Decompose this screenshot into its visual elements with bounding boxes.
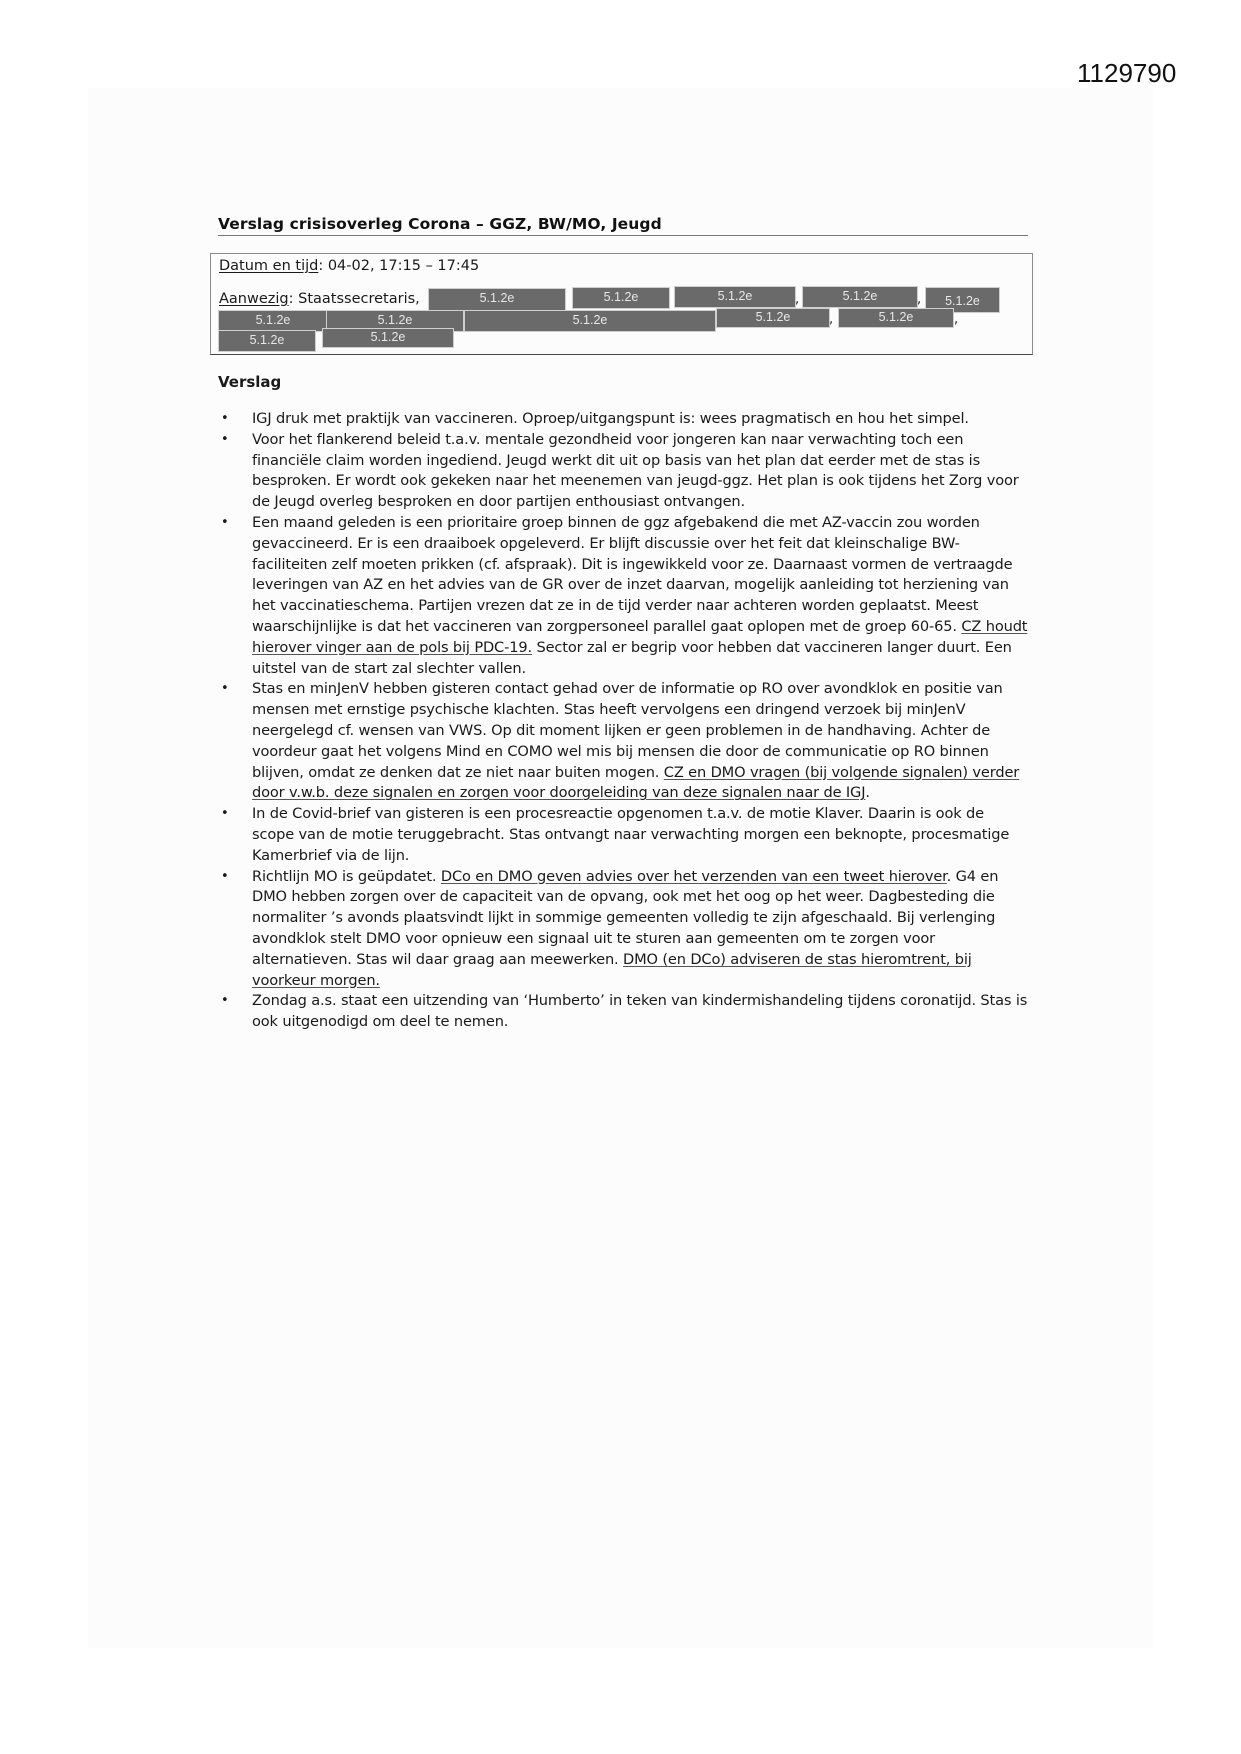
redaction-block: 5.1.2e: [327, 311, 463, 331]
report-item: [218, 409, 1028, 430]
report-item-text: Sector zal er begrip voor hebben dat vaccineren langer duurt. Een uitstel van de start zal slechter vallen.: [252, 638, 1012, 677]
action-point-text: DCo en DMO geven advies over het verzenden van een tweet hierover: [440, 867, 947, 885]
redaction-block: 5.1.2e: [926, 288, 999, 312]
redaction-block: 5.1.2e: [839, 309, 953, 327]
document-number: 1129790: [1077, 58, 1177, 88]
report-item: [218, 804, 1028, 866]
separator-comma: ,: [917, 292, 922, 307]
report-item-text: Stas en minJenV hebben gisteren contact gehad over de informatie op RO over avondklok en positie van mensen met ernstige psychische klachten. Stas heeft vervolgens een dringend verzoek bij minJenV neergelegd cf. wensen van VWS. Op dit moment lijken er geen problemen in de handhaving. Achter de voordeur gaat het volgens Mind en COMO wel mis bij mensen die door de communicatie op RO binnen blijven, omdat ze denken dat ze niet naar buiten mogen.: [252, 680, 1003, 781]
report-item-text: Een maand geleden is een prioritaire groep binnen de ggz afgebakend die met AZ-vaccin zou worden gevaccineerd. Er is een draaiboek opgeleverd. Er blijft discussie over het feit dat kleinschalige BW-faciliteiten zelf moeten prikken (cf. afspraak). Dit is ingewikkeld voor ze. Daarnaast vormen de vertraagde leveringen van AZ en het advies van de GR over de inzet daarvan, mogelijk aanleiding tot herziening van het vaccinatieschema. Partijen vrezen dat ze in de tijd verder naar achteren worden geplaatst. Meest waarschijnlijke is dat het vaccineren van zorgpersoneel parallel gaat oplopen met de groep 60-65.: [252, 513, 1013, 635]
redaction-block: 5.1.2e: [219, 331, 315, 351]
report-item-text: Voor het flankerend beleid t.a.v. mentale gezondheid voor jongeren kan naar verwachting toch een financiële claim worden ingediend. Jeugd werkt dit uit op basis van het plan dat eerder met de stas is besproken. Er wordt ook gekeken naar het meenemen van jeugd-ggz. Het plan is ook tijdens het Zorg voor de Jeugd overleg besproken en door partijen enthousiast ontvangen.: [252, 430, 1019, 511]
report-item-text: . G4 en DMO hebben zorgen over de capaciteit van de opvang, ook met het oog op het weer. Dagbesteding die normaliter ’s avonds plaatsvindt lijkt in sommige gemeenten volledig te zijn afgeschaald. Bij verlenging avondklok stelt DMO voor opnieuw een signaal uit te sturen aan gemeenten om te zorgen voor alternatieven. Stas wil daar graag aan meewerken.: [252, 867, 999, 968]
report-item-text: IGJ druk met praktijk van vaccineren. Oproep/uitgangspunt is: wees pragmatisch en hou het simpel.: [252, 410, 969, 427]
separator-comma: ,: [795, 292, 800, 307]
report-list: [218, 409, 1028, 1033]
redaction-block: 5.1.2e: [429, 289, 565, 311]
redaction-block: 5.1.2e: [675, 287, 795, 307]
action-point-text: DMO (en DCo) adviseren de stas hieromtrent, bij voorkeur morgen.: [252, 950, 972, 989]
attendees-label: Aanwezig: [219, 291, 289, 307]
report-item-text: In de Covid-brief van gisteren is een procesreactie opgenomen t.a.v. de motie Klaver. Daarin is ook de scope van de motie teruggebracht. Stas ontvangt naar verwachting morgen een beknopte, procesmatige Kamerbrief via de lijn.: [252, 805, 1010, 864]
report-item: [218, 679, 1028, 804]
page-title: Verslag crisisoverleg Corona – GGZ, BW/MO, Jeugd: [218, 215, 1028, 236]
redaction-block: 5.1.2e: [465, 311, 715, 331]
report-item: [218, 430, 1028, 513]
report-item-text: Richtlijn MO is geüpdatet.: [252, 867, 441, 885]
report-item: [218, 867, 1028, 992]
section-heading: Verslag: [218, 373, 282, 391]
report-item: [218, 991, 1028, 1033]
action-point-text: CZ en DMO vragen (bij volgende signalen) verder door v.w.b. deze signalen en zorgen voor doorgeleiding van deze signalen naar de IGJ: [252, 763, 1020, 802]
date-label: Datum en tijd: [219, 258, 319, 274]
separator-comma: ,: [829, 312, 834, 327]
report-item-text: Zondag a.s. staat een uitzending van ‘Humberto’ in teken van kindermishandeling tijdens coronatijd. Stas is ook uitgenodigd om deel te nemen.: [252, 992, 1028, 1031]
separator-comma: ,: [954, 312, 959, 327]
date-line: [219, 258, 479, 274]
attendees-value: : Staatssecretaris,: [288, 291, 420, 307]
redaction-block: 5.1.2e: [573, 288, 669, 308]
report-item: [218, 513, 1028, 679]
redaction-block: 5.1.2e: [219, 311, 327, 331]
attendees-line: [219, 291, 420, 307]
date-value: : 04-02, 17:15 – 17:45: [318, 258, 480, 274]
action-point-text: CZ houdt hierover vinger aan de pols bij PDC-19.: [252, 617, 1028, 656]
redaction-block: 5.1.2e: [717, 309, 829, 327]
report-item-text: .: [865, 784, 870, 802]
redaction-block: 5.1.2e: [323, 329, 453, 347]
meeting-meta-box: [210, 253, 1033, 355]
report-content: [218, 215, 1028, 1031]
redaction-block: 5.1.2e: [803, 287, 917, 307]
